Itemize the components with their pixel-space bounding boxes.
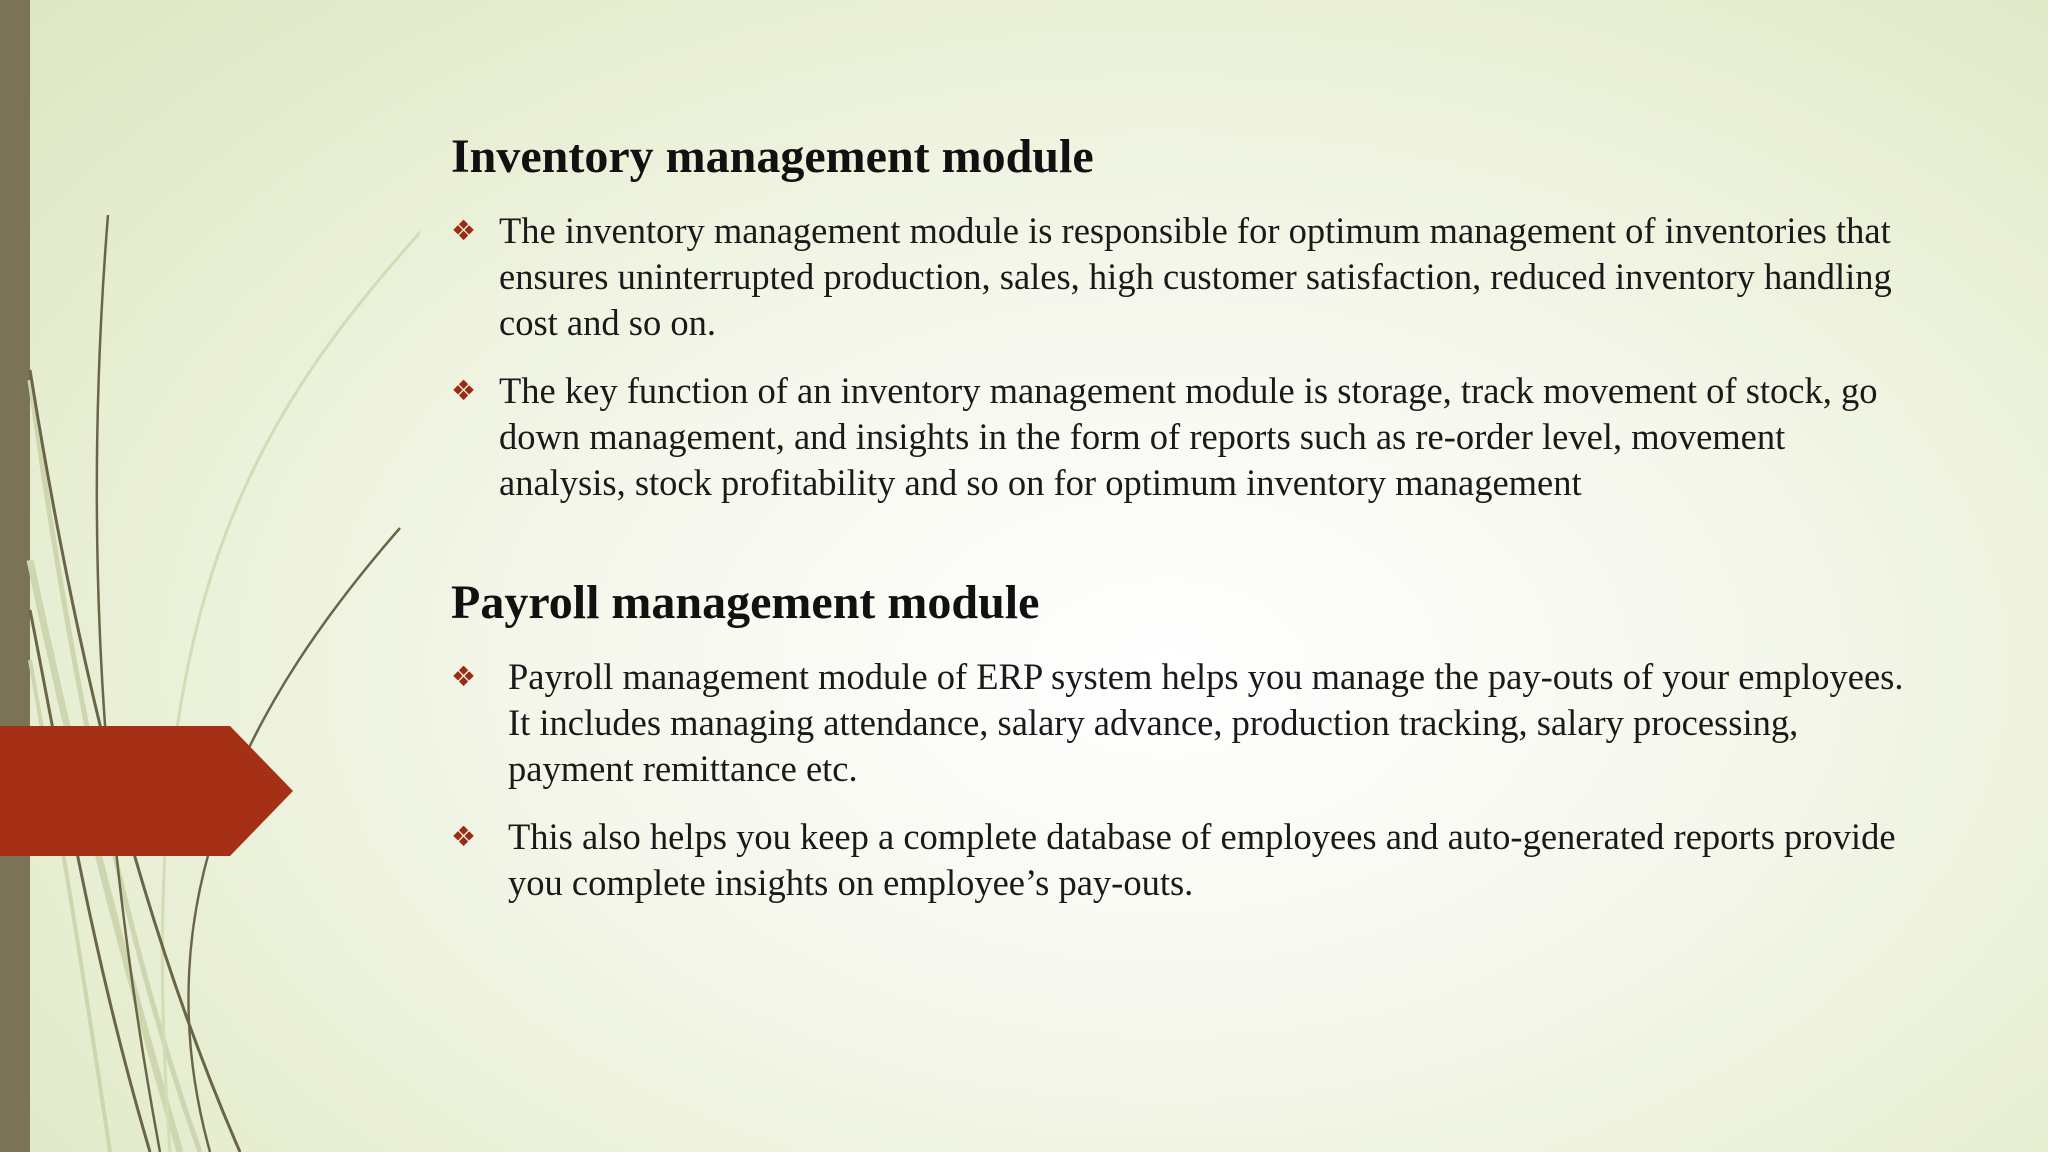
four-diamond-bullet-icon: ❖	[451, 820, 477, 853]
four-diamond-bullet-icon: ❖	[451, 214, 477, 247]
section-heading: Payroll management module	[451, 576, 1040, 629]
inventory-section	[451, 126, 1911, 506]
four-diamond-bullet-icon: ❖	[451, 374, 477, 407]
four-diamond-bullet-icon: ❖	[451, 660, 477, 693]
bullet-list	[451, 654, 1911, 906]
bullet-text: Payroll management module of ERP system helps you manage the pay-outs of your employees. It includes managing attendance, salary advance, production tracking, salary processing, payment remittance etc.	[508, 656, 1904, 789]
list-item	[451, 368, 1911, 506]
slide-content	[451, 126, 1911, 928]
payroll-section	[451, 572, 1911, 906]
bullet-text: The inventory management module is responsible for optimum management of inventories that ensures uninterrupted production, sales, high customer satisfaction, reduced inventory handling cost and so on.	[499, 210, 1892, 343]
list-item	[451, 814, 1911, 906]
list-item	[451, 208, 1911, 346]
bullet-text: This also helps you keep a complete database of employees and auto-generated reports provide you complete insights on employee’s pay-outs.	[508, 816, 1896, 903]
list-item	[451, 654, 1911, 792]
red-arrow-tab	[0, 0, 300, 1152]
bullet-text: The key function of an inventory management module is storage, track movement of stock, go down management, and insights in the form of reports such as re-order level, movement analysis, stock profitability and so on for optimum inventory management	[499, 370, 1878, 503]
section-heading: Inventory management module	[451, 130, 1094, 183]
bullet-list	[451, 208, 1911, 506]
